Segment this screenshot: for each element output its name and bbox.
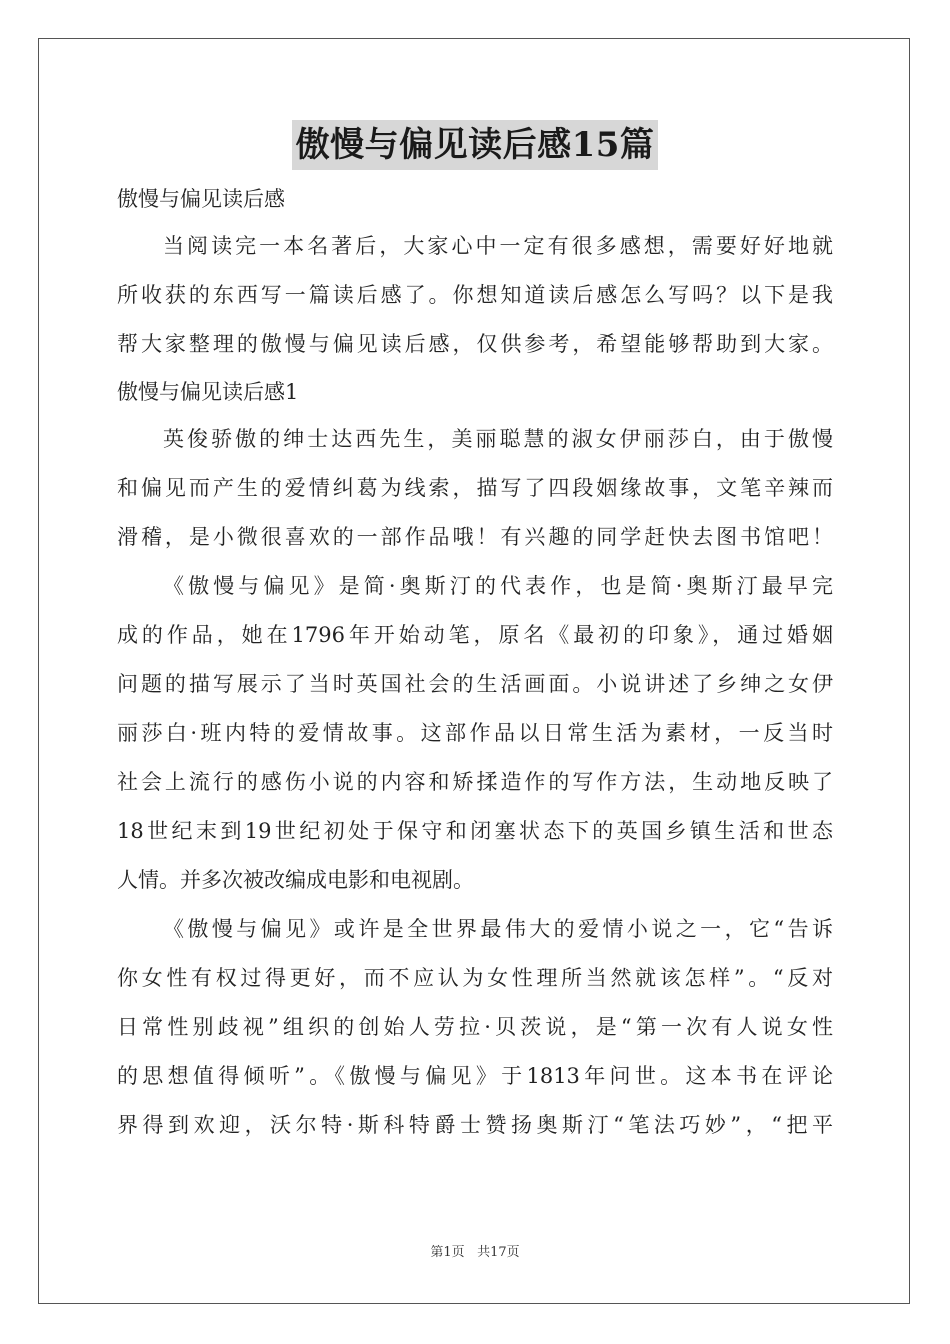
paragraph-line: 成的作品，她在1796年开始动笔，原名《最初的印象》，通过婚姻 <box>117 623 833 647</box>
paragraph-line: 《傲慢与偏见》是简·奥斯汀的代表作，也是简·奥斯汀最早完 <box>163 574 833 598</box>
paragraph-line: 社会上流行的感伤小说的内容和矫揉造作的写作方法，生动地反映了 <box>117 770 833 794</box>
intro-line: 所收获的东西写一篇读后感了。你想知道读后感怎么写吗？以下是我 <box>117 283 833 307</box>
paragraph-line: 人情。并多次被改编成电影和电视剧。 <box>117 868 474 892</box>
paragraph-line: 你女性有权过得更好，而不应认为女性理所当然就该怎样”。“反对 <box>117 966 833 990</box>
paragraph-line: 的思想值得倾听”。《傲慢与偏见》于1813年问世。这本书在评论 <box>117 1064 833 1088</box>
paragraph-line: 18世纪末到19世纪初处于保守和闭塞状态下的英国乡镇生活和世态 <box>117 819 833 843</box>
paragraph-line: 和偏见而产生的爱情纠葛为线索，描写了四段姻缘故事，文笔辛辣而 <box>117 476 833 500</box>
paragraph-line: 英俊骄傲的绅士达西先生，美丽聪慧的淑女伊丽莎白，由于傲慢 <box>163 427 833 451</box>
paragraph-line: 问题的描写展示了当时英国社会的生活画面。小说讲述了乡绅之女伊 <box>117 672 833 696</box>
paragraph-line: 界得到欢迎，沃尔特·斯科特爵士赞扬奥斯汀“笔法巧妙”，“把平 <box>117 1113 833 1137</box>
title-area <box>0 120 950 170</box>
document-title: 傲慢与偏见读后感15篇 <box>292 120 659 170</box>
paragraph-line: 滑稽，是小微很喜欢的一部作品哦！有兴趣的同学赶快去图书馆吧！ <box>117 525 833 549</box>
page-number: 第1页 <box>430 1245 465 1260</box>
page-footer <box>0 1241 950 1260</box>
subtitle: 傲慢与偏见读后感 <box>117 187 285 211</box>
paragraph-line: 丽莎白·班内特的爱情故事。这部作品以日常生活为素材，一反当时 <box>117 721 833 745</box>
paragraph-line: 日常性别歧视”组织的创始人劳拉·贝茨说，是“第一次有人说女性 <box>117 1015 833 1039</box>
document-body <box>117 176 833 1150</box>
page-total: 共17页 <box>477 1245 520 1260</box>
section-heading: 傲慢与偏见读后感1 <box>117 380 299 404</box>
intro-line: 帮大家整理的傲慢与偏见读后感，仅供参考，希望能够帮助到大家。 <box>117 332 833 356</box>
paragraph-line: 《傲慢与偏见》或许是全世界最伟大的爱情小说之一，它“告诉 <box>163 917 833 941</box>
intro-line: 当阅读完一本名著后，大家心中一定有很多感想，需要好好地就 <box>163 234 833 258</box>
